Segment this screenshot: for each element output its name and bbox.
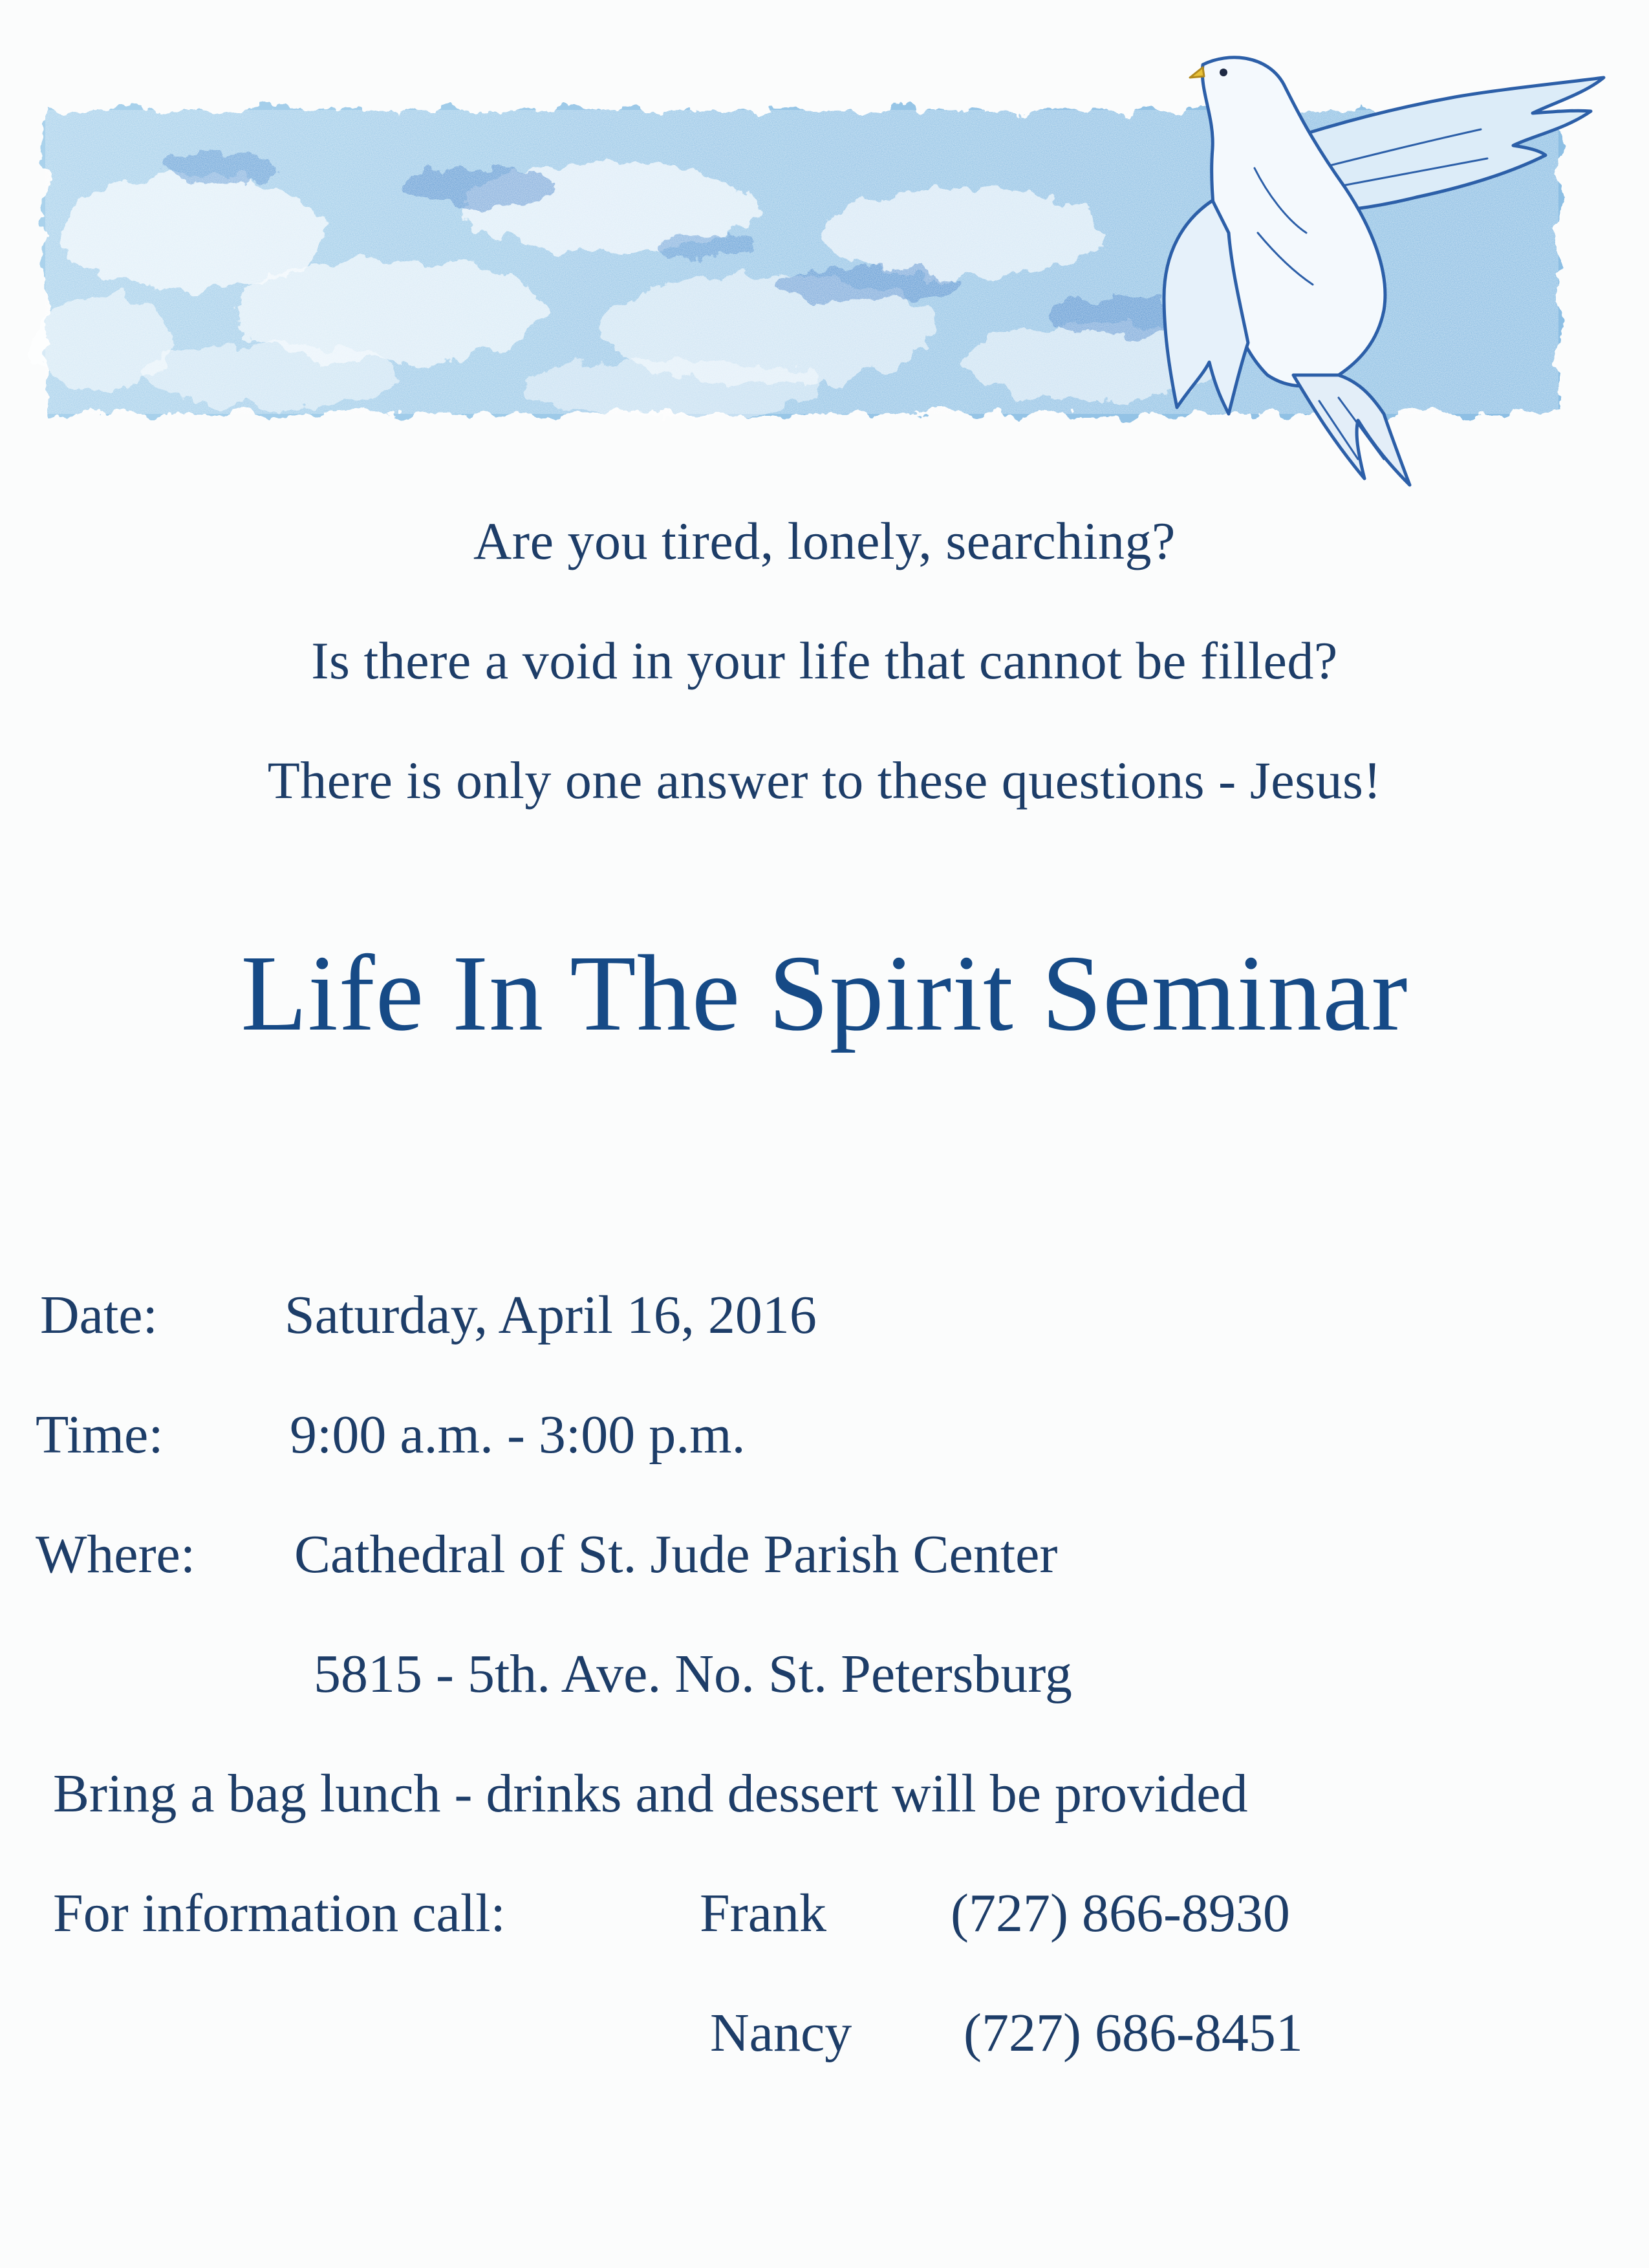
sky-banner-svg [26,39,1623,491]
date-label: Date: [40,1285,158,1345]
question-tired: Are you tired, lonely, searching? [473,512,1176,570]
time-value: 9:00 a.m. - 3:00 p.m. [290,1405,746,1465]
time-label: Time: [36,1405,164,1465]
info-call-label: For information call: [53,1883,506,1943]
contact-phone-frank: (727) 866-8930 [951,1883,1290,1943]
bag-lunch-note: Bring a bag lunch - drinks and dessert will be provided [53,1764,1248,1824]
seminar-title: Life In The Spirit Seminar [241,933,1408,1053]
address-line: 5815 - 5th. Ave. No. St. Petersburg [314,1644,1072,1704]
answer-jesus: There is only one answer to these questions - Jesus! [267,751,1382,810]
where-label: Where: [36,1524,196,1584]
where-value: Cathedral of St. Jude Parish Center [294,1524,1058,1584]
sky-banner-illustration [26,39,1623,491]
question-void: Is there a void in your life that cannot be filled? [311,631,1338,690]
contact-name-frank: Frank [700,1883,826,1943]
date-value: Saturday, April 16, 2016 [285,1285,817,1345]
contact-phone-nancy: (727) 686-8451 [964,2003,1303,2063]
contact-name-nancy: Nancy [710,2003,852,2063]
